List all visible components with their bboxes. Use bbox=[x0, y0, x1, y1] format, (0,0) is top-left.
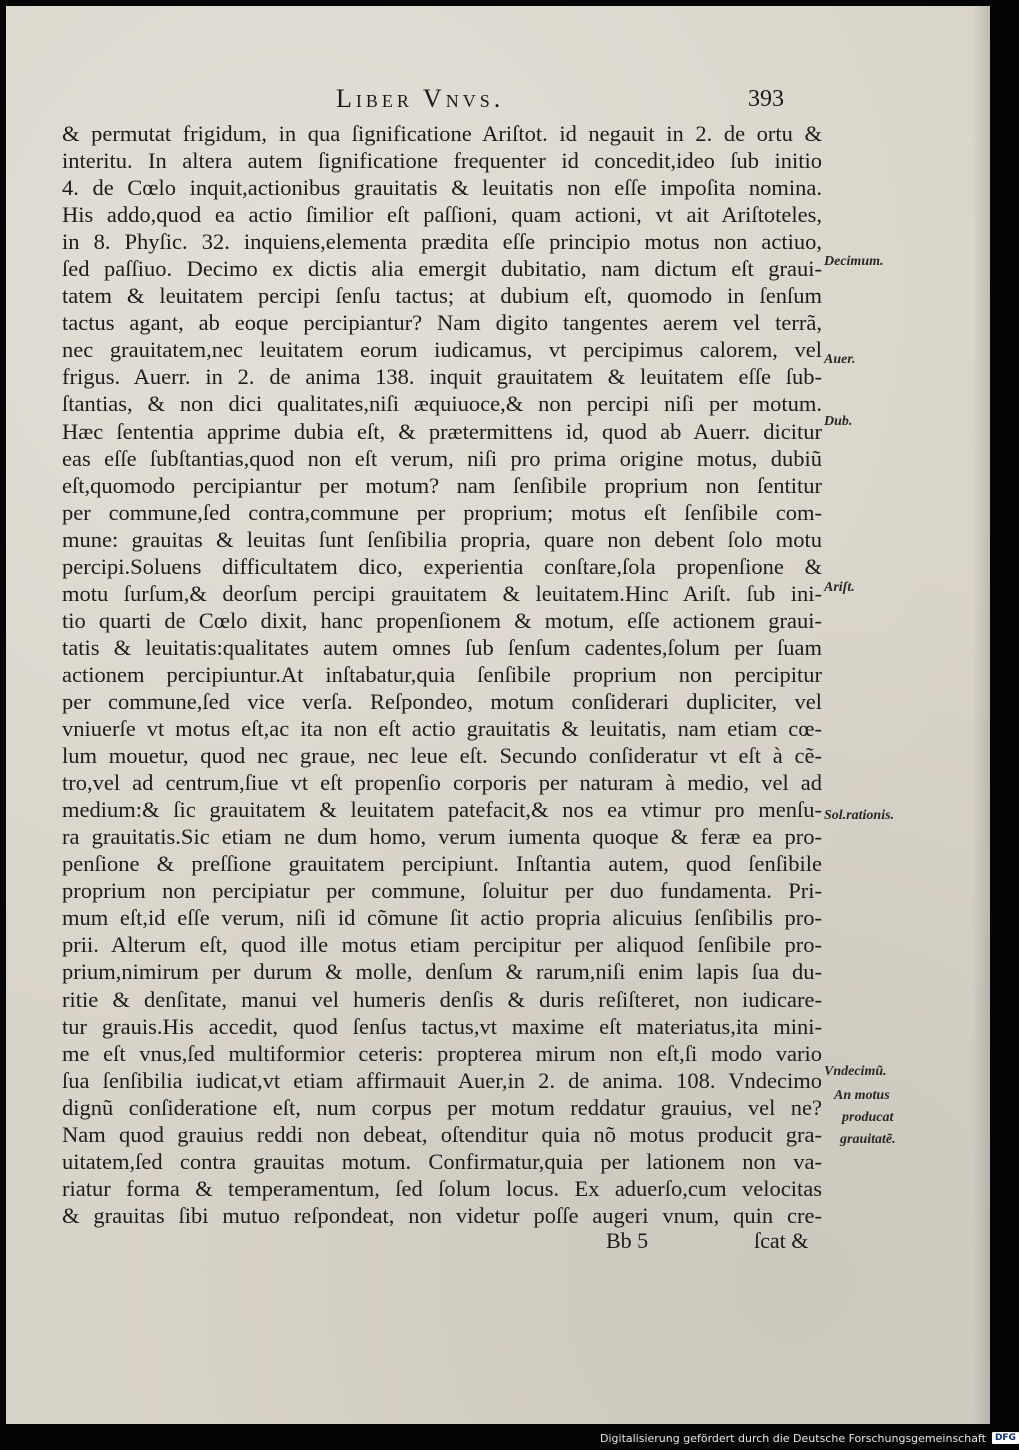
margin-note-decimum: Decimum. bbox=[824, 254, 884, 269]
text-line: interitu. In altera autem ſignificatione frequenter id concedit,ideo ſub initio bbox=[62, 148, 822, 174]
text-line: tatem & leuitatem percipi ſenſu tactus; at dubium eſt, quomodo in ſenſum bbox=[62, 283, 822, 309]
signature-mark: Bb 5 bbox=[606, 1228, 649, 1253]
text-line: ſtantias, & non dici qualitates,niſi æquiuoce,& non percipi niſi per motum. bbox=[62, 391, 822, 417]
text-line: in 8. Phyſic. 32. inquiens,elementa prædita eſſe principio motus non actiuo, bbox=[62, 229, 822, 255]
text-line: & permutat frigidum, in qua ſignificatione Ariſtot. id negauit in 2. de ortu & bbox=[62, 121, 822, 146]
digitization-credit: Digitalisierung gefördert durch die Deutsche Forschungsgemeinschaft bbox=[600, 1431, 986, 1445]
text-line: frigus. Auerr. in 2. de anima 138. inquit grauitatem & leuitatem eſſe ſub- bbox=[62, 364, 822, 390]
text-line: 4. de Cœlo inquit,actionibus grauitatis & leuitatis non eſſe impoſita nomina. bbox=[62, 175, 822, 201]
text-line: dignũ conſideratione eſt, num corpus per motum reddatur grauius, vel ne? bbox=[62, 1094, 822, 1120]
text-line: & grauitas ſibi mutuo reſpondeat, non videtur poſſe augeri vnum, quin cre- bbox=[62, 1202, 822, 1228]
text-line: per commune,ſed contra,commune per proprium; motus eſt ſenſibile com- bbox=[62, 499, 822, 525]
text-line: ritie & denſitate, manui vel humeris denſis & duris reſiſteret, non iudicare- bbox=[62, 986, 822, 1012]
margin-note-undecimum: Vndecimũ. bbox=[824, 1064, 887, 1079]
text-line: actionem percipiuntur.At inſtabatur,quia ſenſibile proprium non percipitur bbox=[62, 661, 822, 687]
dfg-logo: DFG bbox=[992, 1432, 1019, 1444]
text-line: prii. Alterum eſt, quod ille motus etiam percipitur per aliquod ſenſibile pro- bbox=[62, 932, 822, 958]
text-line: eſt,quomodo percipiantur per motum? nam ſenſibile proprium non ſentitur bbox=[62, 472, 822, 498]
margin-note-sol-rationis: Sol.rationis. bbox=[824, 808, 895, 823]
page-number: 393 bbox=[748, 86, 784, 112]
text-line: ſed paſſiuo. Decimo ex dictis alia emergit dubitatio, nam dictum eſt graui- bbox=[62, 256, 822, 282]
text-line: prium,nimirum per durum & molle, denſum & rarum,niſi enim lapis ſua du- bbox=[62, 959, 822, 985]
text-line: mune: grauitas & leuitas ſunt ſenſibilia propria, quare non debent ſolo motu bbox=[62, 526, 822, 552]
body-text bbox=[62, 120, 822, 1229]
text-line: vniuerſe vt motus eſt,ac ita non eſt actio grauitatis & leuitatis, nam etiam cœ- bbox=[62, 716, 822, 742]
catchword: ſcat & bbox=[754, 1228, 809, 1253]
margin-note-producat: producat bbox=[842, 1110, 894, 1125]
text-line: nec grauitatem,nec leuitatem eorum iudicamus, vt percipimus calorem, vel bbox=[62, 337, 822, 363]
text-line: Hæc ſententia apprime dubia eſt, & prætermittens id, quod ab Auerr. dicitur bbox=[62, 418, 822, 444]
text-line: His addo,quod ea actio ſimilior eſt paſſioni, quam actioni, vt ait Ariſtoteles, bbox=[62, 202, 822, 228]
text-line: per commune,ſed vice verſa. Reſpondeo, motum conſiderari dupliciter, vel bbox=[62, 688, 822, 714]
margin-note-an-motus: An motus bbox=[834, 1088, 890, 1103]
running-title: Liber Vnvs. bbox=[336, 84, 505, 113]
page-edge-shadow bbox=[972, 6, 990, 1424]
text-line: lum mouetur, quod nec graue, nec leue eſt. Secundo conſideratur vt eſt à cẽ- bbox=[62, 743, 822, 769]
text-line: tatis & leuitatis:qualitates autem omnes ſub ſenſum cadentes,ſolum per ſuam bbox=[62, 634, 822, 660]
margin-note-arist: Ariſt. bbox=[824, 580, 855, 595]
text-line: tio quarti de Cœlo dixit, hanc propenſionem & motum, eſſe actionem graui- bbox=[62, 607, 822, 633]
margin-note-grauitatem: grauitatẽ. bbox=[840, 1132, 896, 1147]
text-line: ſua ſenſibilia iudicat,vt etiam affirmauit Auer,in 2. de anima. 108. Vndecimo bbox=[62, 1067, 822, 1093]
text-line: penſione & preſſione grauitatem percipiunt. Inſtantia autem, quod ſenſibile bbox=[62, 851, 822, 877]
book-page bbox=[6, 6, 990, 1424]
text-line: tro,vel ad centrum,ſiue vt eſt propenſio corporis per naturam à medio, vel ad bbox=[62, 770, 822, 796]
text-line: Nam quod grauius reddi non debeat, oſtenditur quia nõ motus producit gra- bbox=[62, 1121, 822, 1147]
text-line: uitatem,ſed contra grauitas motum. Confirmatur,quia per lationem non va- bbox=[62, 1148, 822, 1174]
text-line: eas eſſe ſubſtantias,quod non eſt verum, niſi pro prima origine motus, dubiũ bbox=[62, 445, 822, 471]
text-line: ra grauitatis.Sic etiam ne dum homo, verum iumenta quoque & feræ ea pro- bbox=[62, 824, 822, 850]
text-line: me eſt vnus,ſed multiformior ceteris: propterea mirum non eſt,ſi modo vario bbox=[62, 1040, 822, 1066]
text-line: percipi.Soluens difficultatem dico, experientia conſtare,ſola propenſione & bbox=[62, 553, 822, 579]
running-head bbox=[6, 84, 990, 118]
text-line: proprium non percipiatur per commune, ſoluitur per duo fundamenta. Pri- bbox=[62, 878, 822, 904]
margin-note-dub: Dub. bbox=[824, 414, 853, 429]
text-line: riatur forma & temperamentum, ſed ſolum locus. Ex aduerſo,cum velocitas bbox=[62, 1175, 822, 1201]
text-line: tur grauis.His accedit, quod ſenſus tactus,vt maxime eſt materiatus,ita mini- bbox=[62, 1013, 822, 1039]
margin-note-auer: Auer. bbox=[824, 352, 856, 367]
text-line: motu ſurſum,& deorſum percipi grauitatem & leuitatem.Hinc Ariſt. ſub ini- bbox=[62, 580, 822, 606]
text-line: tactus agant, ab eoque percipiantur? Nam digito tangentes aerem vel terrã, bbox=[62, 310, 822, 336]
text-line: medium:& ſic grauitatem & leuitatem patefacit,& nos ea vtimur pro menſu- bbox=[62, 797, 822, 823]
text-line: mum eſt,id eſſe verum, niſi id cõmune ſit actio propria alicuius ſenſibilis pro- bbox=[62, 905, 822, 931]
digitization-credit-bar bbox=[600, 1428, 1016, 1448]
